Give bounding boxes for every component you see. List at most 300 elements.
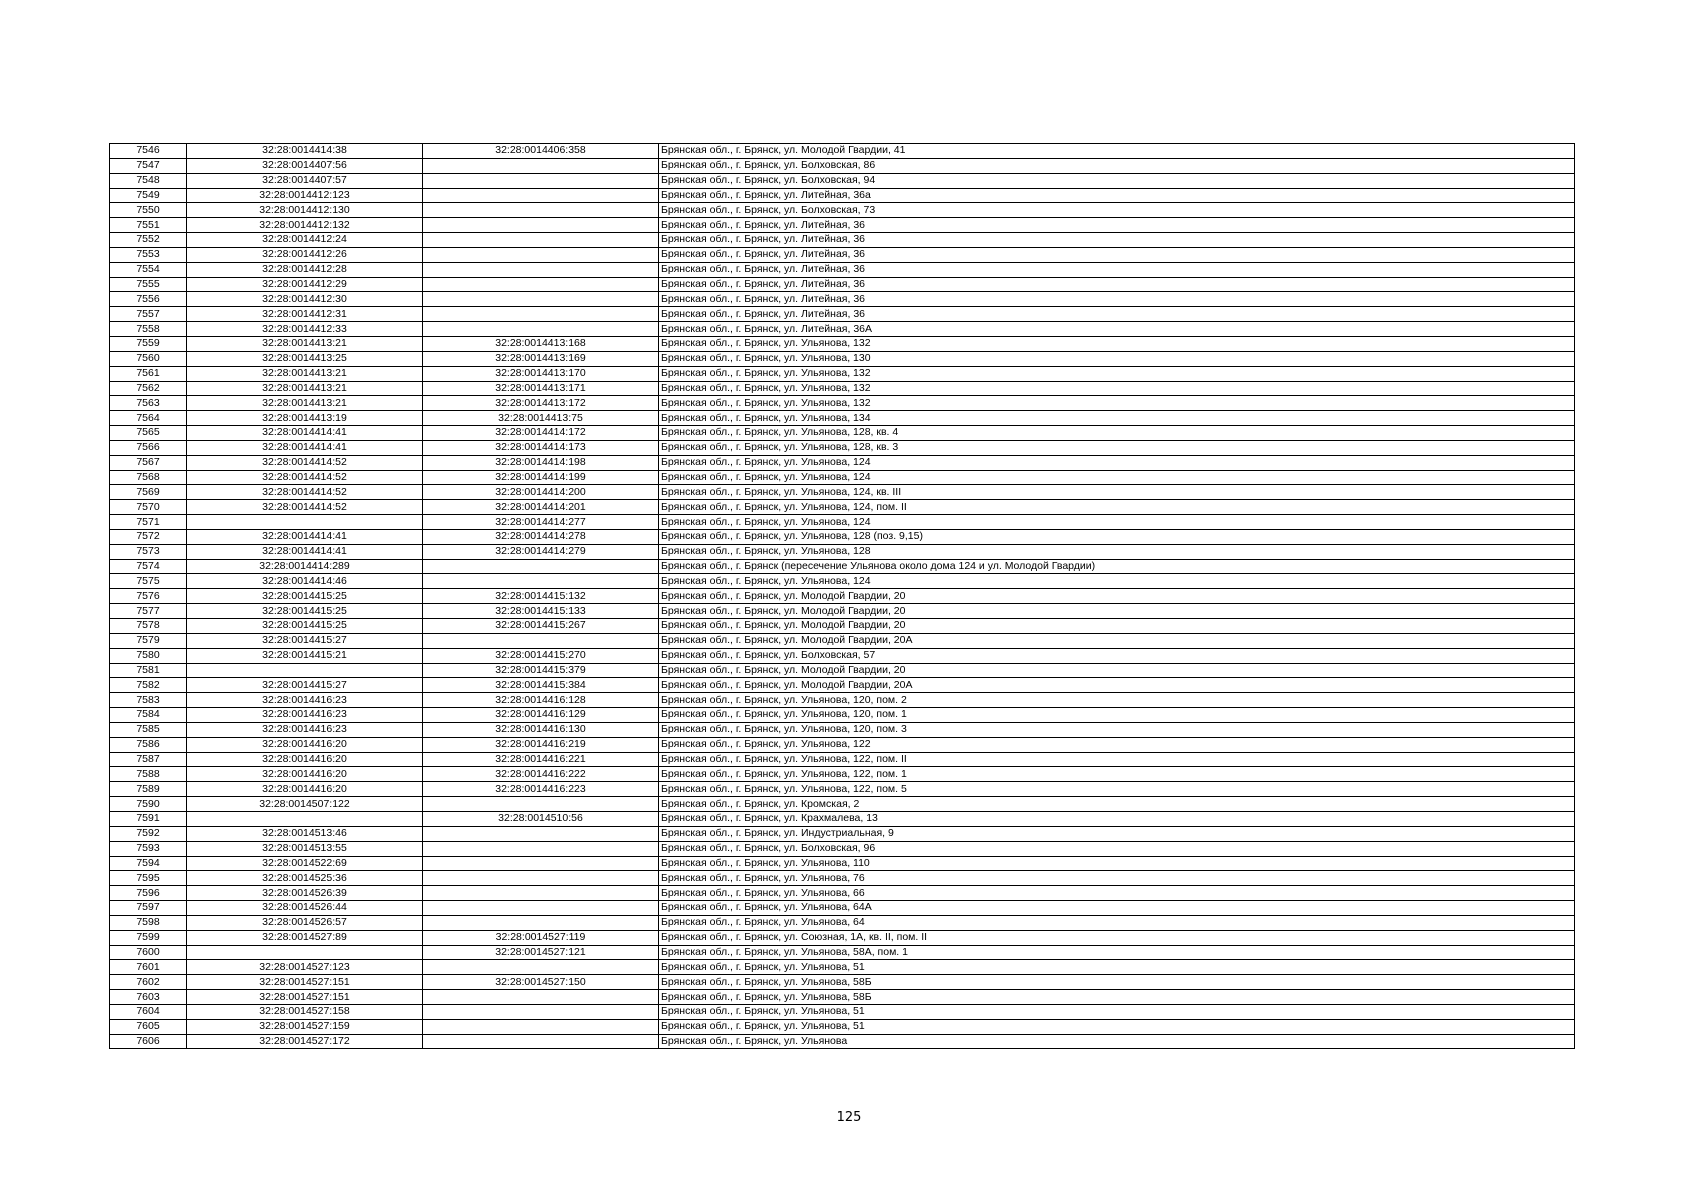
cadastral-number-parcel-cell: 32:28:0014414:52 [187, 500, 423, 515]
row-number-cell: 7595 [110, 871, 187, 886]
address-cell: Брянская обл., г. Брянск, ул. Ульянова, 124 [659, 574, 1575, 589]
row-number-cell: 7591 [110, 811, 187, 826]
cadastral-number-parcel-cell: 32:28:0014525:36 [187, 871, 423, 886]
cadastral-number-parcel-cell: 32:28:0014416:20 [187, 767, 423, 782]
cadastral-number-parcel-cell: 32:28:0014412:29 [187, 277, 423, 292]
table-row [110, 841, 1575, 856]
address-cell: Брянская обл., г. Брянск, ул. Ульянова [659, 1034, 1575, 1049]
cadastral-number-parcel-cell: 32:28:0014415:25 [187, 589, 423, 604]
address-cell: Брянская обл., г. Брянск, ул. Ульянова, 124 [659, 470, 1575, 485]
cadastral-number-parcel-cell: 32:28:0014527:158 [187, 1004, 423, 1019]
row-number-cell: 7548 [110, 173, 187, 188]
table-row [110, 752, 1575, 767]
row-number-cell: 7568 [110, 470, 187, 485]
cadastral-number-object-cell [423, 307, 659, 322]
cadastral-number-parcel-cell: 32:28:0014412:28 [187, 262, 423, 277]
cadastral-number-object-cell [423, 262, 659, 277]
table-row [110, 455, 1575, 470]
cadastral-number-parcel-cell: 32:28:0014415:25 [187, 619, 423, 634]
address-cell: Брянская обл., г. Брянск, ул. Ульянова, 132 [659, 366, 1575, 381]
row-number-cell: 7579 [110, 633, 187, 648]
address-cell: Брянская обл., г. Брянск, ул. Болховская, 73 [659, 203, 1575, 218]
row-number-cell: 7581 [110, 663, 187, 678]
row-number-cell: 7604 [110, 1004, 187, 1019]
address-cell: Брянская обл., г. Брянск, ул. Ульянова, 128, кв. 4 [659, 426, 1575, 441]
cadastral-number-object-cell: 32:28:0014414:278 [423, 529, 659, 544]
row-number-cell: 7597 [110, 901, 187, 916]
address-cell: Брянская обл., г. Брянск, ул. Литейная, 36 [659, 277, 1575, 292]
cadastral-number-object-cell [423, 188, 659, 203]
row-number-cell: 7588 [110, 767, 187, 782]
address-cell: Брянская обл., г. Брянск, ул. Молодой Гвардии, 20А [659, 633, 1575, 648]
cadastral-number-parcel-cell: 32:28:0014522:69 [187, 856, 423, 871]
cadastral-number-object-cell: 32:28:0014413:172 [423, 396, 659, 411]
address-cell: Брянская обл., г. Брянск, ул. Литейная, 36 [659, 262, 1575, 277]
cadastral-number-object-cell: 32:28:0014414:198 [423, 455, 659, 470]
address-cell: Брянская обл., г. Брянск, ул. Литейная, 36 [659, 247, 1575, 262]
row-number-cell: 7547 [110, 158, 187, 173]
cadastral-number-object-cell: 32:28:0014413:171 [423, 381, 659, 396]
row-number-cell: 7561 [110, 366, 187, 381]
row-number-cell: 7600 [110, 945, 187, 960]
cadastral-number-object-cell: 32:28:0014414:173 [423, 440, 659, 455]
cadastral-number-object-cell [423, 559, 659, 574]
row-number-cell: 7549 [110, 188, 187, 203]
cadastral-number-parcel-cell: 32:28:0014527:159 [187, 1019, 423, 1034]
table-row [110, 648, 1575, 663]
cadastral-number-object-cell: 32:28:0014414:201 [423, 500, 659, 515]
row-number-cell: 7585 [110, 722, 187, 737]
address-cell: Брянская обл., г. Брянск, ул. Ульянова, 120, пом. 2 [659, 693, 1575, 708]
cadastral-number-object-cell: 32:28:0014527:119 [423, 930, 659, 945]
cadastral-number-parcel-cell: 32:28:0014527:151 [187, 975, 423, 990]
cadastral-number-parcel-cell: 32:28:0014407:56 [187, 158, 423, 173]
cadastral-number-object-cell [423, 574, 659, 589]
row-number-cell: 7570 [110, 500, 187, 515]
table-row [110, 1004, 1575, 1019]
row-number-cell: 7562 [110, 381, 187, 396]
table-row [110, 811, 1575, 826]
row-number-cell: 7569 [110, 485, 187, 500]
table-row [110, 203, 1575, 218]
cadastral-number-object-cell: 32:28:0014414:172 [423, 426, 659, 441]
cadastral-number-parcel-cell: 32:28:0014414:38 [187, 144, 423, 159]
table-row [110, 381, 1575, 396]
row-number-cell: 7566 [110, 440, 187, 455]
cadastral-number-parcel-cell: 32:28:0014412:24 [187, 233, 423, 248]
table-row [110, 351, 1575, 366]
table-row [110, 693, 1575, 708]
address-cell: Брянская обл., г. Брянск, ул. Кромская, 2 [659, 797, 1575, 812]
table-row [110, 945, 1575, 960]
cadastral-number-object-cell: 32:28:0014416:222 [423, 767, 659, 782]
row-number-cell: 7593 [110, 841, 187, 856]
table-row [110, 901, 1575, 916]
table-row [110, 915, 1575, 930]
cadastral-number-object-cell: 32:28:0014415:267 [423, 619, 659, 634]
address-cell: Брянская обл., г. Брянск, ул. Ульянова, 122, пом. 1 [659, 767, 1575, 782]
table-row [110, 886, 1575, 901]
cadastral-number-object-cell: 32:28:0014415:270 [423, 648, 659, 663]
address-cell: Брянская обл., г. Брянск, ул. Ульянова, 120, пом. 1 [659, 708, 1575, 723]
table-row [110, 218, 1575, 233]
table-row [110, 990, 1575, 1005]
cadastral-number-object-cell [423, 633, 659, 648]
address-cell: Брянская обл., г. Брянск, ул. Ульянова, 134 [659, 411, 1575, 426]
address-cell: Брянская обл., г. Брянск, ул. Болховская, 57 [659, 648, 1575, 663]
cadastral-number-parcel-cell: 32:28:0014415:21 [187, 648, 423, 663]
row-number-cell: 7594 [110, 856, 187, 871]
table-row [110, 188, 1575, 203]
cadastral-number-object-cell: 32:28:0014406:358 [423, 144, 659, 159]
row-number-cell: 7573 [110, 544, 187, 559]
row-number-cell: 7587 [110, 752, 187, 767]
records-table [109, 143, 1575, 1049]
table-row [110, 708, 1575, 723]
table-row [110, 366, 1575, 381]
row-number-cell: 7563 [110, 396, 187, 411]
table-row [110, 574, 1575, 589]
cadastral-number-object-cell [423, 960, 659, 975]
table-row [110, 1034, 1575, 1049]
cadastral-number-parcel-cell: 32:28:0014414:41 [187, 544, 423, 559]
address-cell: Брянская обл., г. Брянск, ул. Молодой Гвардии, 20 [659, 663, 1575, 678]
address-cell: Брянская обл., г. Брянск, ул. Ульянова, 128 (поз. 9,15) [659, 529, 1575, 544]
row-number-cell: 7583 [110, 693, 187, 708]
row-number-cell: 7598 [110, 915, 187, 930]
table-row [110, 559, 1575, 574]
address-cell: Брянская обл., г. Брянск, ул. Ульянова, 51 [659, 1004, 1575, 1019]
row-number-cell: 7571 [110, 515, 187, 530]
table-row [110, 158, 1575, 173]
address-cell: Брянская обл., г. Брянск, ул. Ульянова, 124, пом. II [659, 500, 1575, 515]
row-number-cell: 7551 [110, 218, 187, 233]
cadastral-number-object-cell: 32:28:0014527:150 [423, 975, 659, 990]
cadastral-number-object-cell: 32:28:0014414:200 [423, 485, 659, 500]
address-cell: Брянская обл., г. Брянск, ул. Ульянова, 51 [659, 1019, 1575, 1034]
cadastral-number-object-cell [423, 856, 659, 871]
table-row [110, 247, 1575, 262]
cadastral-number-object-cell [423, 841, 659, 856]
table-row [110, 544, 1575, 559]
cadastral-number-object-cell: 32:28:0014414:279 [423, 544, 659, 559]
table-row [110, 262, 1575, 277]
address-cell: Брянская обл., г. Брянск, ул. Ульянова, 122, пом. II [659, 752, 1575, 767]
address-cell: Брянская обл., г. Брянск, ул. Ульянова, 76 [659, 871, 1575, 886]
address-cell: Брянская обл., г. Брянск, ул. Молодой Гвардии, 20 [659, 604, 1575, 619]
row-number-cell: 7603 [110, 990, 187, 1005]
cadastral-number-object-cell [423, 1019, 659, 1034]
address-cell: Брянская обл., г. Брянск, ул. Ульянова, 132 [659, 396, 1575, 411]
address-cell: Брянская обл., г. Брянск, ул. Ульянова, 51 [659, 960, 1575, 975]
row-number-cell: 7584 [110, 708, 187, 723]
cadastral-number-object-cell [423, 322, 659, 337]
row-number-cell: 7564 [110, 411, 187, 426]
cadastral-number-parcel-cell: 32:28:0014526:57 [187, 915, 423, 930]
row-number-cell: 7576 [110, 589, 187, 604]
table-row [110, 767, 1575, 782]
table-row [110, 529, 1575, 544]
cadastral-number-object-cell: 32:28:0014416:223 [423, 782, 659, 797]
address-cell: Брянская обл., г. Брянск, ул. Крахмалева, 13 [659, 811, 1575, 826]
table-row [110, 173, 1575, 188]
row-number-cell: 7606 [110, 1034, 187, 1049]
cadastral-number-parcel-cell: 32:28:0014414:41 [187, 440, 423, 455]
row-number-cell: 7586 [110, 737, 187, 752]
address-cell: Брянская обл., г. Брянск, ул. Ульянова, 122, пом. 5 [659, 782, 1575, 797]
address-cell: Брянская обл., г. Брянск, ул. Ульянова, 66 [659, 886, 1575, 901]
cadastral-number-parcel-cell: 32:28:0014416:20 [187, 752, 423, 767]
address-cell: Брянская обл., г. Брянск, ул. Молодой Гвардии, 20 [659, 619, 1575, 634]
cadastral-number-parcel-cell [187, 811, 423, 826]
row-number-cell: 7567 [110, 455, 187, 470]
cadastral-number-parcel-cell: 32:28:0014526:39 [187, 886, 423, 901]
cadastral-number-parcel-cell: 32:28:0014407:57 [187, 173, 423, 188]
table-row [110, 678, 1575, 693]
cadastral-number-object-cell: 32:28:0014413:169 [423, 351, 659, 366]
row-number-cell: 7601 [110, 960, 187, 975]
address-cell: Брянская обл., г. Брянск, ул. Ульянова, 120, пом. 3 [659, 722, 1575, 737]
cadastral-number-object-cell: 32:28:0014415:384 [423, 678, 659, 693]
row-number-cell: 7565 [110, 426, 187, 441]
row-number-cell: 7580 [110, 648, 187, 663]
table-row [110, 960, 1575, 975]
row-number-cell: 7557 [110, 307, 187, 322]
cadastral-number-object-cell: 32:28:0014413:168 [423, 336, 659, 351]
cadastral-number-parcel-cell: 32:28:0014413:21 [187, 366, 423, 381]
cadastral-number-parcel-cell [187, 515, 423, 530]
cadastral-number-parcel-cell: 32:28:0014416:23 [187, 693, 423, 708]
table-row [110, 975, 1575, 990]
table-row [110, 737, 1575, 752]
table-row [110, 336, 1575, 351]
row-number-cell: 7578 [110, 619, 187, 634]
address-cell: Брянская обл., г. Брянск, ул. Ульянова, 132 [659, 381, 1575, 396]
cadastral-number-parcel-cell: 32:28:0014412:132 [187, 218, 423, 233]
table-row [110, 411, 1575, 426]
cadastral-number-parcel-cell: 32:28:0014416:23 [187, 722, 423, 737]
cadastral-number-parcel-cell: 32:28:0014527:123 [187, 960, 423, 975]
address-cell: Брянская обл., г. Брянск, ул. Ульянова, 128, кв. 3 [659, 440, 1575, 455]
cadastral-number-parcel-cell: 32:28:0014416:23 [187, 708, 423, 723]
cadastral-number-object-cell [423, 1004, 659, 1019]
cadastral-number-object-cell [423, 901, 659, 916]
cadastral-number-object-cell [423, 173, 659, 188]
cadastral-number-object-cell: 32:28:0014415:133 [423, 604, 659, 619]
cadastral-number-object-cell: 32:28:0014416:128 [423, 693, 659, 708]
row-number-cell: 7550 [110, 203, 187, 218]
cadastral-number-parcel-cell: 32:28:0014412:33 [187, 322, 423, 337]
address-cell: Брянская обл., г. Брянск, ул. Ульянова, 58Б [659, 975, 1575, 990]
table-row [110, 633, 1575, 648]
address-cell: Брянская обл., г. Брянск, ул. Ульянова, 124, кв. III [659, 485, 1575, 500]
cadastral-number-parcel-cell [187, 945, 423, 960]
cadastral-number-parcel-cell: 32:28:0014412:31 [187, 307, 423, 322]
address-cell: Брянская обл., г. Брянск, ул. Болховская, 94 [659, 173, 1575, 188]
cadastral-number-object-cell: 32:28:0014527:121 [423, 945, 659, 960]
cadastral-number-parcel-cell: 32:28:0014414:41 [187, 426, 423, 441]
cadastral-number-object-cell: 32:28:0014416:130 [423, 722, 659, 737]
cadastral-number-object-cell: 32:28:0014414:199 [423, 470, 659, 485]
address-cell: Брянская обл., г. Брянск, ул. Ульянова, 122 [659, 737, 1575, 752]
cadastral-number-parcel-cell: 32:28:0014414:52 [187, 455, 423, 470]
cadastral-number-object-cell [423, 915, 659, 930]
cadastral-number-object-cell [423, 886, 659, 901]
table-row [110, 322, 1575, 337]
cadastral-number-object-cell [423, 203, 659, 218]
cadastral-number-parcel-cell: 32:28:0014415:27 [187, 678, 423, 693]
row-number-cell: 7553 [110, 247, 187, 262]
table-row [110, 826, 1575, 841]
address-cell: Брянская обл., г. Брянск, ул. Литейная, 36 [659, 292, 1575, 307]
cadastral-number-object-cell [423, 826, 659, 841]
cadastral-number-parcel-cell: 32:28:0014416:20 [187, 737, 423, 752]
cadastral-number-parcel-cell: 32:28:0014412:30 [187, 292, 423, 307]
address-cell: Брянская обл., г. Брянск, ул. Ульянова, 64А [659, 901, 1575, 916]
table-row [110, 277, 1575, 292]
address-cell: Брянская обл., г. Брянск, ул. Ульянова, 130 [659, 351, 1575, 366]
cadastral-number-parcel-cell: 32:28:0014415:27 [187, 633, 423, 648]
cadastral-number-parcel-cell: 32:28:0014412:123 [187, 188, 423, 203]
row-number-cell: 7596 [110, 886, 187, 901]
cadastral-number-parcel-cell: 32:28:0014414:46 [187, 574, 423, 589]
cadastral-number-object-cell [423, 158, 659, 173]
cadastral-number-parcel-cell: 32:28:0014416:20 [187, 782, 423, 797]
row-number-cell: 7577 [110, 604, 187, 619]
cadastral-number-object-cell [423, 871, 659, 886]
cadastral-number-parcel-cell: 32:28:0014413:21 [187, 381, 423, 396]
address-cell: Брянская обл., г. Брянск, ул. Ульянова, 58Б [659, 990, 1575, 1005]
cadastral-number-parcel-cell: 32:28:0014513:46 [187, 826, 423, 841]
address-cell: Брянская обл., г. Брянск, ул. Ульянова, 124 [659, 515, 1575, 530]
cadastral-number-parcel-cell: 32:28:0014414:41 [187, 529, 423, 544]
row-number-cell: 7590 [110, 797, 187, 812]
records-table-body [110, 144, 1575, 1049]
row-number-cell: 7555 [110, 277, 187, 292]
row-number-cell: 7556 [110, 292, 187, 307]
cadastral-number-parcel-cell: 32:28:0014526:44 [187, 901, 423, 916]
cadastral-number-object-cell [423, 218, 659, 233]
table-row [110, 722, 1575, 737]
table-row [110, 663, 1575, 678]
row-number-cell: 7602 [110, 975, 187, 990]
cadastral-number-object-cell: 32:28:0014413:170 [423, 366, 659, 381]
table-row [110, 396, 1575, 411]
cadastral-number-object-cell [423, 990, 659, 1005]
table-row [110, 515, 1575, 530]
cadastral-number-parcel-cell: 32:28:0014414:52 [187, 485, 423, 500]
table-row [110, 589, 1575, 604]
address-cell: Брянская обл., г. Брянск, ул. Ульянова, 110 [659, 856, 1575, 871]
address-cell: Брянская обл., г. Брянск, ул. Ульянова, 128 [659, 544, 1575, 559]
cadastral-number-parcel-cell: 32:28:0014413:25 [187, 351, 423, 366]
address-cell: Брянская обл., г. Брянск, ул. Болховская, 96 [659, 841, 1575, 856]
table-row [110, 930, 1575, 945]
cadastral-number-parcel-cell: 32:28:0014412:26 [187, 247, 423, 262]
row-number-cell: 7560 [110, 351, 187, 366]
address-cell: Брянская обл., г. Брянск, ул. Молодой Гвардии, 41 [659, 144, 1575, 159]
table-row [110, 485, 1575, 500]
address-cell: Брянская обл., г. Брянск, ул. Индустриальная, 9 [659, 826, 1575, 841]
cadastral-number-object-cell: 32:28:0014510:56 [423, 811, 659, 826]
address-cell: Брянская обл., г. Брянск (пересечение Ульянова около дома 124 и ул. Молодой Гвардии) [659, 559, 1575, 574]
row-number-cell: 7559 [110, 336, 187, 351]
cadastral-number-object-cell [423, 277, 659, 292]
table-row [110, 797, 1575, 812]
address-cell: Брянская обл., г. Брянск, ул. Болховская, 86 [659, 158, 1575, 173]
row-number-cell: 7575 [110, 574, 187, 589]
table-row [110, 500, 1575, 515]
cadastral-number-object-cell [423, 1034, 659, 1049]
page-number: 125 [836, 1110, 862, 1125]
address-cell: Брянская обл., г. Брянск, ул. Ульянова, 64 [659, 915, 1575, 930]
cadastral-number-object-cell [423, 247, 659, 262]
address-cell: Брянская обл., г. Брянск, ул. Ульянова, 124 [659, 455, 1575, 470]
row-number-cell: 7558 [110, 322, 187, 337]
cadastral-number-parcel-cell: 32:28:0014414:289 [187, 559, 423, 574]
row-number-cell: 7592 [110, 826, 187, 841]
cadastral-number-object-cell: 32:28:0014415:379 [423, 663, 659, 678]
cadastral-number-parcel-cell: 32:28:0014414:52 [187, 470, 423, 485]
address-cell: Брянская обл., г. Брянск, ул. Ульянова, 58А, пом. 1 [659, 945, 1575, 960]
cadastral-number-object-cell: 32:28:0014416:219 [423, 737, 659, 752]
table-row [110, 619, 1575, 634]
table-row [110, 440, 1575, 455]
table-row [110, 856, 1575, 871]
cadastral-number-object-cell: 32:28:0014414:277 [423, 515, 659, 530]
row-number-cell: 7599 [110, 930, 187, 945]
row-number-cell: 7572 [110, 529, 187, 544]
address-cell: Брянская обл., г. Брянск, ул. Литейная, 36А [659, 322, 1575, 337]
table-row [110, 871, 1575, 886]
address-cell: Брянская обл., г. Брянск, ул. Молодой Гвардии, 20 [659, 589, 1575, 604]
cadastral-number-parcel-cell: 32:28:0014527:151 [187, 990, 423, 1005]
address-cell: Брянская обл., г. Брянск, ул. Литейная, 36 [659, 233, 1575, 248]
row-number-cell: 7552 [110, 233, 187, 248]
address-cell: Брянская обл., г. Брянск, ул. Ульянова, 132 [659, 336, 1575, 351]
cadastral-number-object-cell [423, 233, 659, 248]
table-row [110, 604, 1575, 619]
row-number-cell: 7582 [110, 678, 187, 693]
table-row [110, 292, 1575, 307]
address-cell: Брянская обл., г. Брянск, ул. Союзная, 1А, кв. II, пом. II [659, 930, 1575, 945]
cadastral-number-parcel-cell: 32:28:0014527:89 [187, 930, 423, 945]
cadastral-number-object-cell: 32:28:0014413:75 [423, 411, 659, 426]
table-row [110, 782, 1575, 797]
row-number-cell: 7574 [110, 559, 187, 574]
cadastral-number-parcel-cell: 32:28:0014513:55 [187, 841, 423, 856]
row-number-cell: 7554 [110, 262, 187, 277]
address-cell: Брянская обл., г. Брянск, ул. Литейная, 36а [659, 188, 1575, 203]
cadastral-number-object-cell: 32:28:0014416:129 [423, 708, 659, 723]
cadastral-number-parcel-cell: 32:28:0014507:122 [187, 797, 423, 812]
cadastral-number-parcel-cell: 32:28:0014415:25 [187, 604, 423, 619]
cadastral-number-parcel-cell: 32:28:0014413:21 [187, 396, 423, 411]
table-row [110, 307, 1575, 322]
cadastral-number-parcel-cell [187, 663, 423, 678]
cadastral-number-object-cell [423, 797, 659, 812]
cadastral-number-object-cell [423, 292, 659, 307]
table-row [110, 144, 1575, 159]
row-number-cell: 7589 [110, 782, 187, 797]
table-row [110, 470, 1575, 485]
cadastral-number-parcel-cell: 32:28:0014412:130 [187, 203, 423, 218]
row-number-cell: 7605 [110, 1019, 187, 1034]
row-number-cell: 7546 [110, 144, 187, 159]
table-row [110, 1019, 1575, 1034]
table-row [110, 233, 1575, 248]
cadastral-number-parcel-cell: 32:28:0014413:21 [187, 336, 423, 351]
